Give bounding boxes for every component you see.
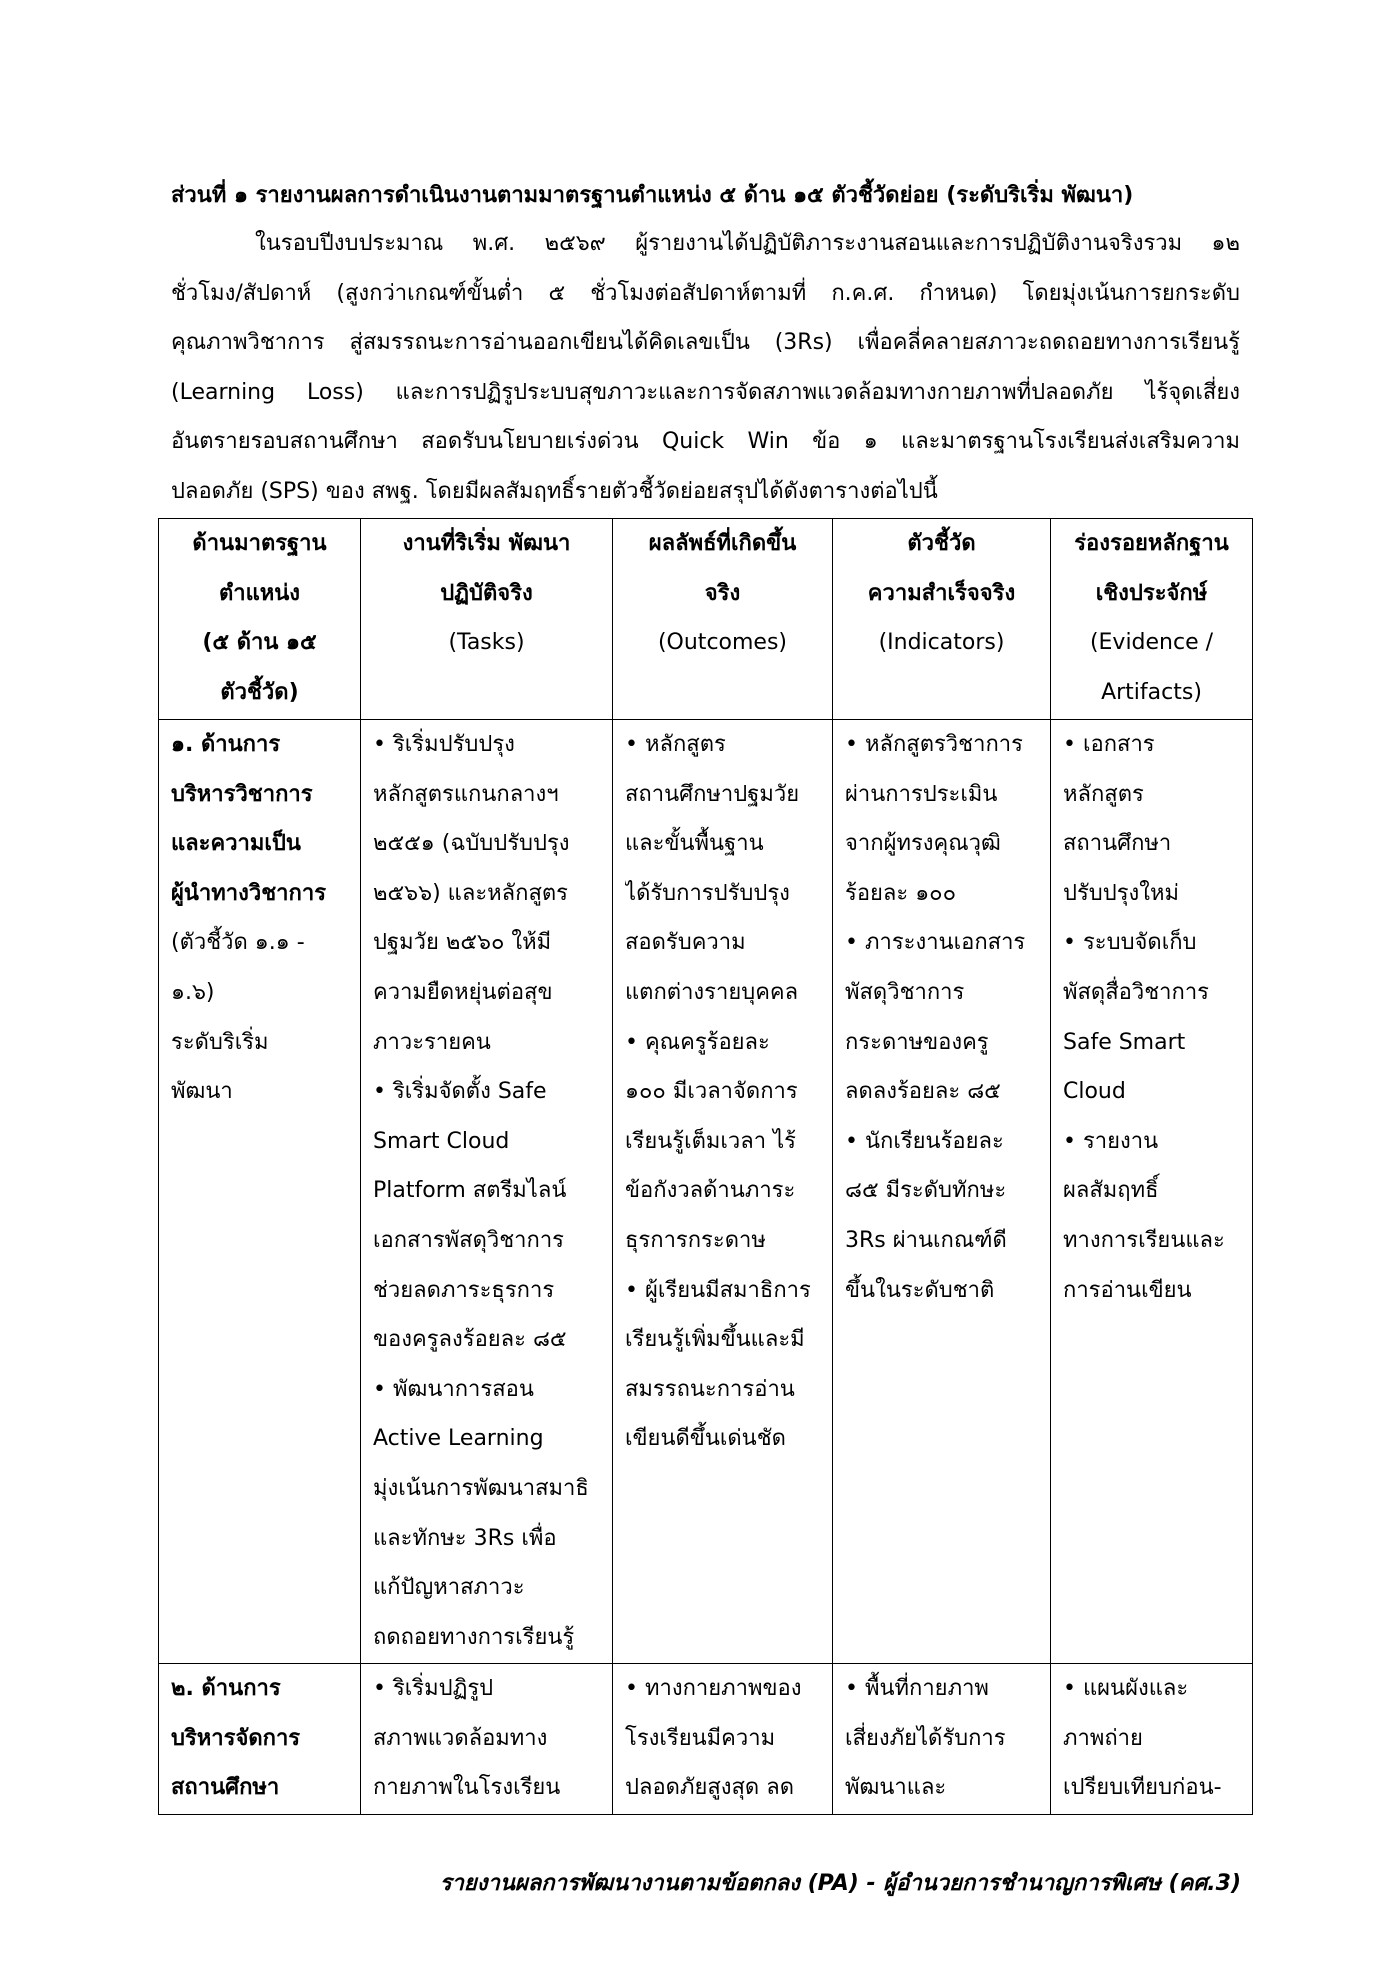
header-sub-line: (Tasks) <box>448 630 525 656</box>
cell-line: ระดับริเริ่ม <box>171 1029 269 1055</box>
cell-line: ภาวะรายคน <box>373 1029 491 1055</box>
intro-line: ปลอดภัย (SPS) ของ สพฐ. โดยมีผลสัมฤทธิ์รายตัวชี้วัดย่อยสรุปได้ดังตารางต่อไปนี้ <box>171 478 938 504</box>
cell-line: ปลอดภัยสูงสุด ลด <box>625 1775 794 1801</box>
cell-line: ลดลงร้อยละ ๘๕ <box>845 1079 1001 1105</box>
cell-line: • ผู้เรียนมีสมาธิการ <box>625 1277 811 1303</box>
cell-line: ภาพถ่าย <box>1063 1725 1143 1751</box>
cell-outcomes <box>613 720 833 1664</box>
header-title-line: ความสำเร็จจริง <box>867 580 1016 606</box>
cell-line: • ริเริ่มจัดตั้ง Safe <box>373 1079 547 1105</box>
header-cell-standard <box>159 519 361 720</box>
cell-standard <box>159 720 361 1664</box>
header-title-line: ร่องรอยหลักฐาน <box>1074 531 1229 556</box>
cell-line: • พัฒนาการสอน <box>373 1376 534 1402</box>
cell-line: • ริเริ่มปฏิรูป <box>373 1676 494 1701</box>
cell-line: • หลักสูตรวิชาการ <box>845 732 1023 757</box>
cell-line: แตกต่างรายบุคคล <box>625 979 799 1005</box>
header-sub-line: Artifacts) <box>1101 679 1202 705</box>
header-title-line: (๕ ด้าน ๑๕ <box>202 630 317 656</box>
cell-line: เสี่ยงภัยได้รับการ <box>845 1725 1006 1751</box>
cell-line: เรียนรู้เพิ่มขึ้นและมี <box>625 1327 805 1353</box>
cell-line: ๑๐๐ มีเวลาจัดการ <box>625 1079 798 1105</box>
cell-line: ๑.๖) <box>171 979 215 1005</box>
intro-paragraph <box>171 219 1240 517</box>
cell-line: สถานศึกษาปฐมวัย <box>625 781 800 807</box>
header-cell-tasks <box>361 519 613 720</box>
cell-heading-line: และความเป็น <box>171 831 301 857</box>
cell-line: Active Learning <box>373 1426 544 1452</box>
header-title-line: จริง <box>704 580 741 606</box>
intro-line: อันตรายรอบสถานศึกษา สอดรับนโยบายเร่งด่วน Quick Win ข้อ ๑ และมาตรฐานโรงเรียนส่งเสริมความ <box>171 429 1240 455</box>
cell-line: พัสดุวิชาการ <box>845 979 965 1005</box>
cell-evidence <box>1051 1664 1253 1815</box>
cell-line: • พื้นที่กายภาพ <box>845 1676 989 1701</box>
cell-line: กายภาพในโรงเรียน <box>373 1775 561 1801</box>
header-title-line: ปฏิบัติจริง <box>440 580 533 606</box>
cell-tasks <box>361 720 613 1664</box>
cell-line: สภาพแวดล้อมทาง <box>373 1725 548 1751</box>
intro-line: ชั่วโมง/สัปดาห์ (สูงกว่าเกณฑ์ขั้นต่ำ ๕ ชั่วโมงต่อสัปดาห์ตามที่ ก.ค.ศ. กำหนด) โดยมุ่งเน้นการยกระดับ <box>171 280 1240 306</box>
cell-line: • แผนผังและ <box>1063 1676 1189 1701</box>
cell-line: หลักสูตร <box>1063 781 1144 807</box>
header-cell-indicators <box>833 519 1051 720</box>
cell-line: เขียนดีขึ้นเด่นชัด <box>625 1426 786 1452</box>
cell-line: • คุณครูร้อยละ <box>625 1029 770 1055</box>
cell-line: Cloud <box>1063 1079 1126 1105</box>
header-title-line: ตัวชี้วัด) <box>220 679 299 705</box>
cell-line: สถานศึกษา <box>1063 831 1172 857</box>
cell-heading-line: ผู้นำทางวิชาการ <box>171 880 327 906</box>
header-title-line: ตัวชี้วัด <box>907 531 976 556</box>
cell-line: Safe Smart <box>1063 1029 1186 1055</box>
cell-line: • นักเรียนร้อยละ <box>845 1128 1004 1154</box>
cell-line: ได้รับการปรับปรุง <box>625 880 790 906</box>
cell-line: สมรรถนะการอ่าน <box>625 1376 795 1402</box>
header-title-line: ตำแหน่ง <box>218 580 301 606</box>
page-footer: รายงานผลการพัฒนางานตามข้อตกลง (PA) - ผู้อำนวยการชำนาญการพิเศษ (คศ.3) <box>439 1871 1241 1896</box>
cell-indicators <box>833 1664 1051 1815</box>
header-title-line: ด้านมาตรฐาน <box>192 531 327 556</box>
cell-line: ร้อยละ ๑๐๐ <box>845 880 957 906</box>
cell-line: ๒๕๖๖) และหลักสูตร <box>373 880 568 906</box>
cell-line: Platform สตรีมไลน์ <box>373 1178 567 1204</box>
cell-line: เรียนรู้เต็มเวลา ไร้ <box>625 1128 796 1154</box>
cell-line: ขึ้นในระดับชาติ <box>845 1277 995 1303</box>
cell-line: โรงเรียนมีความ <box>625 1725 776 1751</box>
cell-line: และทักษะ 3Rs เพื่อ <box>373 1525 557 1551</box>
cell-line: • ระบบจัดเก็บ <box>1063 930 1197 956</box>
header-sub-line: (Evidence / <box>1089 630 1214 656</box>
cell-indicators <box>833 720 1051 1664</box>
cell-line: ผ่านการประเมิน <box>845 781 998 807</box>
header-sub-line: (Indicators) <box>878 630 1005 656</box>
cell-line: ปฐมวัย ๒๕๖๐ ให้มี <box>373 930 552 956</box>
cell-line: พัสดุสื่อวิชาการ <box>1063 979 1209 1005</box>
cell-line: กระดาษของครู <box>845 1029 989 1055</box>
cell-heading-line: สถานศึกษา <box>171 1775 280 1801</box>
cell-line: ผลสัมฤทธิ์ <box>1063 1178 1159 1204</box>
header-cell-outcomes <box>613 519 833 720</box>
cell-line: มุ่งเน้นการพัฒนาสมาธิ <box>373 1475 589 1501</box>
header-title-line: งานที่ริเริ่ม พัฒนา <box>402 531 571 556</box>
cell-line: Smart Cloud <box>373 1128 510 1154</box>
header-title-line: ผลลัพธ์ที่เกิดขึ้น <box>648 531 797 556</box>
section-heading: ส่วนที่ ๑ รายงานผลการดำเนินงานตามมาตรฐานตำแหน่ง ๕ ด้าน ๑๕ ตัวชี้วัดย่อย (ระดับริเริ่ม พัฒนา) <box>171 183 1134 208</box>
cell-line: • ริเริ่มปรับปรุง <box>373 732 515 757</box>
cell-line: • ทางกายภาพของ <box>625 1676 802 1701</box>
cell-line: (ตัวชี้วัด ๑.๑ - <box>171 930 305 956</box>
intro-line: (Learning Loss) และการปฏิรูประบบสุขภาวะและการจัดสภาพแวดล้อมทางกายภาพที่ปลอดภัย ไร้จุดเสี่ยง <box>171 379 1240 405</box>
cell-line: ช่วยลดภาระธุรการ <box>373 1277 555 1303</box>
cell-line: พัฒนา <box>171 1079 233 1105</box>
header-sub-line: (Outcomes) <box>657 630 788 656</box>
cell-line: พัฒนาและ <box>845 1775 947 1801</box>
cell-line: จากผู้ทรงคุณวุฒิ <box>845 831 1001 857</box>
cell-heading-line: บริหารวิชาการ <box>171 781 313 807</box>
cell-line: ๘๕ มีระดับทักษะ <box>845 1178 1007 1204</box>
intro-line: คุณภาพวิชาการ สู่สมรรถนะการอ่านออกเขียนได้คิดเลขเป็น (3Rs) เพื่อคลี่คลายสภาวะถดถอยทางการเรียนรู้ <box>171 330 1240 356</box>
cell-line: ความยืดหยุ่นต่อสุข <box>373 979 553 1005</box>
cell-line: หลักสูตรแกนกลางฯ <box>373 781 559 807</box>
table-row <box>159 1664 1253 1815</box>
cell-line: 3Rs ผ่านเกณฑ์ดี <box>845 1227 1007 1253</box>
cell-line: ทางการเรียนและ <box>1063 1227 1225 1253</box>
cell-line: การอ่านเขียน <box>1063 1277 1192 1303</box>
cell-heading-line: บริหารจัดการ <box>171 1725 301 1751</box>
cell-line: และขั้นพื้นฐาน <box>625 831 764 857</box>
cell-standard <box>159 1664 361 1815</box>
cell-line: ๒๕๕๑ (ฉบับปรับปรุง <box>373 831 570 857</box>
intro-line: ในรอบปีงบประมาณ พ.ศ. ๒๕๖๙ ผู้รายงานได้ปฏิบัติภาระงานสอนและการปฏิบัติงานจริงรวม ๑๒ <box>255 231 1240 256</box>
cell-line: ของครูลงร้อยละ ๘๕ <box>373 1327 567 1353</box>
header-cell-evidence <box>1051 519 1253 720</box>
table-row <box>159 720 1253 1664</box>
cell-line: เปรียบเทียบก่อน- <box>1063 1775 1222 1801</box>
cell-line: ถดถอยทางการเรียนรู้ <box>373 1624 575 1650</box>
cell-line: เอกสารพัสดุวิชาการ <box>373 1227 564 1253</box>
cell-line: ธุรการกระดาษ <box>625 1227 766 1253</box>
header-title-line: เชิงประจักษ์ <box>1095 580 1208 606</box>
standards-table <box>158 518 1253 1815</box>
cell-line: สอดรับความ <box>625 930 746 956</box>
cell-line: • ภาระงานเอกสาร <box>845 930 1026 956</box>
cell-outcomes <box>613 1664 833 1815</box>
cell-line: • เอกสาร <box>1063 732 1155 757</box>
cell-line: • หลักสูตร <box>625 732 726 757</box>
cell-evidence <box>1051 720 1253 1664</box>
cell-line: • รายงาน <box>1063 1128 1159 1154</box>
cell-tasks <box>361 1664 613 1815</box>
cell-heading-line: ๒. ด้านการ <box>171 1676 281 1701</box>
table-header-row <box>159 519 1253 720</box>
cell-heading-line: ๑. ด้านการ <box>171 732 281 757</box>
cell-line: แก้ปัญหาสภาวะ <box>373 1575 525 1601</box>
cell-line: ปรับปรุงใหม่ <box>1063 880 1180 906</box>
cell-line: ข้อกังวลด้านภาระ <box>625 1178 796 1204</box>
